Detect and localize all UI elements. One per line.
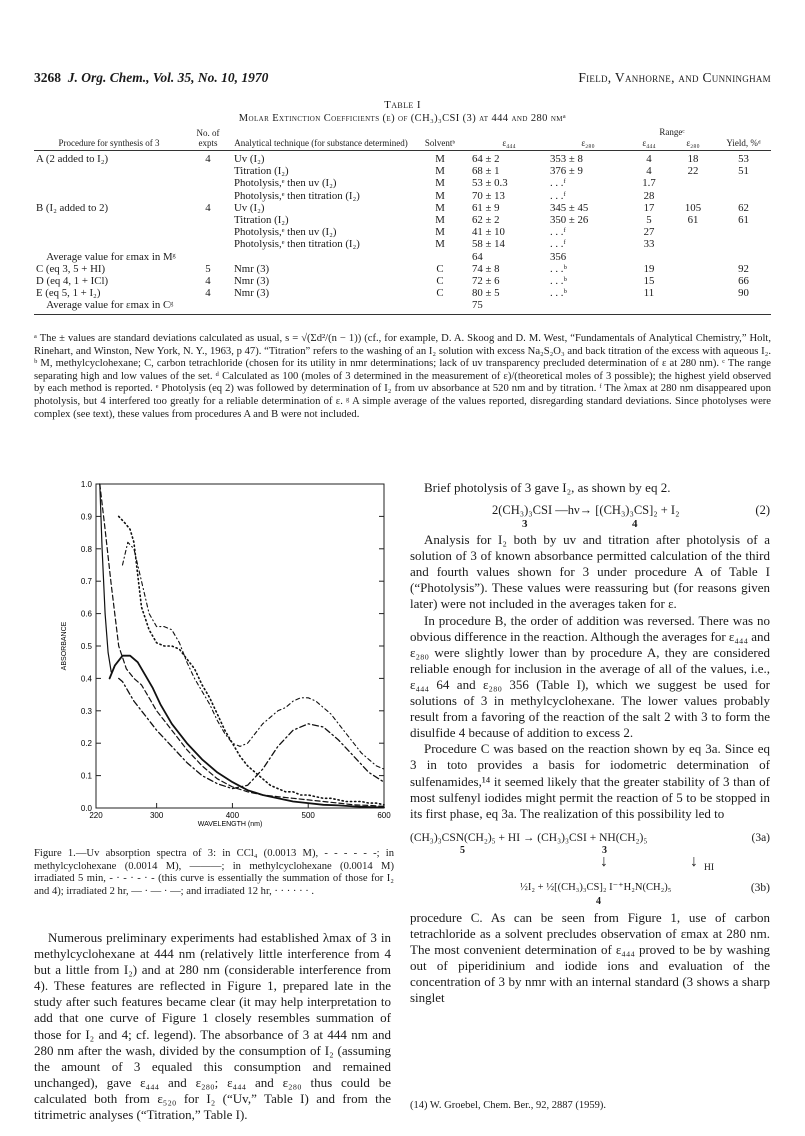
series-line-dashdot bbox=[119, 678, 384, 788]
x-tick-label: 500 bbox=[301, 811, 315, 820]
uv-spectra-chart bbox=[36, 478, 396, 844]
table-row bbox=[34, 251, 771, 263]
y-tick-label: 0.3 bbox=[80, 706, 92, 716]
table-cell-yield: 53 bbox=[738, 153, 749, 165]
table-cell-r444: 11 bbox=[643, 287, 655, 300]
col-e280: ε₂₈₀ bbox=[548, 128, 628, 151]
table-cell-proc: B (I₂ added to 2) bbox=[36, 201, 109, 214]
table-cell-yield: 90 bbox=[738, 287, 749, 300]
table-cell-r444: 4 bbox=[646, 165, 652, 178]
table-row bbox=[34, 287, 771, 299]
table-cell-yield: 66 bbox=[738, 275, 749, 288]
table-cell-yield bbox=[716, 238, 771, 250]
table-cell-r280 bbox=[670, 263, 716, 275]
table-cell-r444: 33 bbox=[643, 238, 655, 251]
table-cell-n: 4 bbox=[205, 287, 211, 300]
y-tick-label: 0.2 bbox=[80, 739, 92, 749]
table-cell-r444: 19 bbox=[643, 262, 655, 275]
table-cell-e280: . . .ᵇ bbox=[550, 287, 567, 300]
table-cell-e444: 41 ± 10 bbox=[472, 226, 505, 239]
y-tick-label: 0.8 bbox=[80, 544, 92, 554]
col-range: Rangeᶜ bbox=[659, 127, 685, 137]
table-cell-yield bbox=[716, 226, 771, 238]
y-tick-label: 0.6 bbox=[80, 609, 92, 619]
table-cell-proc bbox=[34, 238, 184, 250]
series-line-solid-left bbox=[100, 484, 111, 672]
table-cell-proc: Average value for εmax in Cᵍ bbox=[34, 299, 184, 314]
table-cell-proc bbox=[34, 226, 184, 238]
para-procedure-c: Procedure C was based on the reaction shown by eq 3a. Since eq 3 in toto provides a basis for iodometric determination of sulfenamides,¹⁴ it seemed likely that the greater stability of 3 than of most sulfenyl iodides might permit the reaction of 5 to be stopped in its first phase, eq 3a. The realization of this possibility led to bbox=[410, 741, 770, 821]
table-cell-solv: M bbox=[435, 238, 445, 251]
table-cell-r280: 61 bbox=[687, 214, 699, 227]
table-cell-yield: 51 bbox=[738, 165, 749, 178]
table-cell-proc bbox=[34, 190, 184, 202]
table-cell-r280 bbox=[670, 190, 716, 202]
table-cell-r280 bbox=[670, 251, 716, 263]
table-row bbox=[34, 177, 771, 189]
table-row bbox=[34, 275, 771, 287]
table-cell-n bbox=[184, 299, 232, 314]
table-cell-proc: E (eq 5, 1 + I₂) bbox=[36, 287, 101, 300]
table-cell-e280: . . .ᶠ bbox=[550, 177, 566, 190]
table-cell-n bbox=[184, 214, 232, 226]
table-row bbox=[34, 165, 771, 177]
table-cell-tech: Photolysis,ᵉ then uv (I₂) bbox=[234, 177, 337, 190]
x-tick-label: 300 bbox=[149, 811, 164, 820]
table-cell-e444: 64 bbox=[472, 250, 483, 263]
table-cell-proc bbox=[34, 165, 184, 177]
table-cell-tech: Titration (I₂) bbox=[234, 165, 289, 178]
table-cell-e444: 58 ± 14 bbox=[472, 238, 505, 251]
table-cell-tech: Photolysis,ᵉ then titration (I₂) bbox=[234, 238, 360, 251]
table-cell-proc bbox=[34, 214, 184, 226]
table-cell-n bbox=[184, 226, 232, 238]
x-axis-label: WAVELENGTH (nm) bbox=[197, 821, 263, 828]
table-cell-proc: Average value for εmax in Mᵍ bbox=[36, 250, 176, 263]
table-cell-n bbox=[184, 251, 232, 263]
table-cell-e444: 68 ± 1 bbox=[472, 165, 500, 178]
table-cell-proc: A (2 added to I₂) bbox=[36, 153, 109, 165]
table-cell-e280: . . .ᶠ bbox=[550, 189, 566, 202]
running-header bbox=[34, 70, 771, 90]
y-tick-label: 0.4 bbox=[80, 674, 92, 684]
table-cell-e444: 64 ± 2 bbox=[472, 153, 500, 165]
table-cell-r280 bbox=[670, 299, 716, 314]
table-cell-r280 bbox=[670, 177, 716, 189]
col-range444: Rangeᶜ ε₄₄₄ bbox=[628, 128, 670, 151]
para-analysis: Analysis for I₂ both by uv and titration after photolysis of a solution of 3 of known absorbance permitted calculation of the third and fourth values shown for 3 under procedure A of Table I (“Photolysis”). These values were reassuring but (for reasons given later) were not included in the averages taken for ε. bbox=[410, 532, 770, 612]
table-cell-r444: 4 bbox=[646, 153, 652, 165]
journal-citation: 3268 J. Org. Chem., Vol. 35, No. 10, 1970 bbox=[34, 70, 269, 85]
table-cell-r280 bbox=[670, 275, 716, 287]
para-procedure-b: In procedure B, the order of addition was reversed. There was no obvious difference in the reaction. Although the averages for ε₄₄₄ and ε₂₈₀ were slightly lower than by procedure A, they are considered reliable enough for inclusion in the average of all of the values, i.e., ε₄₄₄ 64 and ε₂₈₀ 356 (Table I), which we suggest be used for solutions of 3 in methylcyclohexane. The lower values probably result from a favoring of the reaction of the salt 2 with 3 to form the disulfide 4 because of addition to excess 2. bbox=[410, 612, 770, 741]
table-cell-r444: 28 bbox=[643, 189, 655, 202]
table-cell-tech: Nmr (3) bbox=[234, 275, 270, 288]
y-tick-label: 0.5 bbox=[80, 642, 92, 651]
table-cell-proc bbox=[34, 177, 184, 189]
table-cell-r280: 105 bbox=[684, 201, 702, 214]
table-cell-e280: . . .ᵇ bbox=[550, 262, 567, 275]
col-expts: No. of expts bbox=[184, 128, 232, 151]
table-cell-solv: M bbox=[435, 165, 445, 178]
table-cell-e444: 61 ± 9 bbox=[472, 201, 500, 214]
table-row bbox=[34, 214, 771, 226]
col-e444: ε₄₄₄ bbox=[470, 128, 548, 151]
table-cell-solv: C bbox=[436, 275, 444, 288]
table-cell-proc: C (eq 3, 5 + HI) bbox=[36, 262, 106, 275]
table-cell-r444: 15 bbox=[643, 275, 655, 288]
left-column bbox=[34, 930, 391, 1123]
col-solvent: Solventᵇ bbox=[410, 128, 470, 151]
y-tick-label: 0.0 bbox=[80, 804, 92, 813]
table-footnotes bbox=[34, 333, 771, 421]
table-cell-solv: M bbox=[435, 201, 445, 214]
table-cell-r444 bbox=[628, 251, 670, 263]
col-yield: Yield, %ᵈ bbox=[716, 128, 771, 151]
table-cell-n: 4 bbox=[205, 153, 211, 165]
y-tick-label: 0.1 bbox=[80, 771, 92, 781]
x-tick-label: 400 bbox=[225, 811, 240, 820]
table-row bbox=[34, 151, 771, 166]
table-cell-yield: 61 bbox=[738, 214, 749, 227]
figure-1 bbox=[36, 478, 396, 844]
table-cell-tech: Nmr (3) bbox=[234, 262, 270, 275]
table-cell-e280: . . .ᶠ bbox=[550, 238, 566, 251]
table-cell-r444 bbox=[628, 299, 670, 314]
footnote-text: ᵃ The ± values are standard deviations calculated as usual, s = √(Σd²/(n − 1)) (cf., for example, D. A. Skoog and D. M. West, “Fundamentals of Analytical Chemistry,” Holt, Rinehart, and Winston, New York, N. Y., 1963, p 47). “Titration” refers to the washing of an I₂ solution with excess Na₂S₂O₃ and back titration of the excess with aqueous I₂. ᵇ M, methylcyclohexane; C, carbon tetrachloride (chosen for its utility in nmr determinations; lack of uv transparency precluded determination of ε at 280 nm). ᶜ The range separating high and low values of the set. ᵈ Calculated as 100 (moles of 3 determined in the measurement of ε)/(theoretical moles of 3 possible); the highest yield observed by each method is reported. ᵉ Photolysis (eq 2) was followed by determination of I₂ from uv absorbance at 520 nm and by titration. ᶠ The λmax at 280 nm disappeared upon photolysis, but 4 interfered too greatly for a reliable determination of ε. ᵍ A simple average of the values reported, disregarding standard deviations. Since photolyses were complex (see text), these values from procedures A and B were not included. bbox=[34, 333, 771, 420]
table-cell-n bbox=[184, 238, 232, 250]
table-cell-yield bbox=[716, 177, 771, 189]
table-cell-solv bbox=[410, 251, 470, 263]
table-cell-tech: Titration (I₂) bbox=[234, 214, 289, 227]
table-cell-r444: 27 bbox=[643, 226, 655, 239]
table-cell-n: 5 bbox=[205, 262, 211, 275]
table-cell-tech: Photolysis,ᵉ then titration (I₂) bbox=[234, 189, 360, 202]
table-row bbox=[34, 238, 771, 250]
table-cell-e280: . . .ᵇ bbox=[550, 275, 567, 288]
y-tick-label: 0.7 bbox=[80, 577, 92, 587]
table-cell-e280: 345 ± 45 bbox=[550, 201, 589, 214]
table-cell-proc: D (eq 4, 1 + ICl) bbox=[36, 275, 109, 288]
table-cell-e444: 80 ± 5 bbox=[472, 287, 500, 300]
table-cell-e444: 72 ± 6 bbox=[472, 275, 500, 288]
table-cell-yield: 92 bbox=[738, 262, 749, 275]
table-row bbox=[34, 190, 771, 202]
y-tick-label: 1.0 bbox=[80, 480, 92, 489]
x-tick-label: 220 bbox=[89, 811, 103, 820]
table-cell-e444: 74 ± 8 bbox=[472, 262, 500, 275]
table-cell-n bbox=[184, 165, 232, 177]
y-tick-label: 0.9 bbox=[80, 512, 92, 522]
para-procedure-c-cont: procedure C. As can be seen from Figure 1, use of carbon tetrachloride as a solvent precludes observation of εmax at 280 nm. The most convenient determination of ε₄₄₄ proved to be by washing out of piperidinium and iodide ions and evaluation of the concentration of 3 by nmr with an internal standard (3 shows a sharp singlet bbox=[410, 909, 770, 1006]
equation-2: 2(CH₃)₃CSI —hν→ [(CH₃)₃CS]₂ + I₂ (2) 3 4 bbox=[492, 503, 770, 531]
table-cell-e280: . . .ᶠ bbox=[550, 226, 566, 239]
table-caption: Molar Extinction Coefficients (ε) of (CH₃)₃CSI (3) at 444 and 280 nmᵃ bbox=[238, 113, 567, 124]
col-procedure: Procedure for synthesis of 3 bbox=[34, 128, 184, 151]
table-cell-solv bbox=[410, 299, 470, 314]
table-cell-e444: 53 ± 0.3 bbox=[472, 177, 508, 190]
table-cell-tech: Uv (I₂) bbox=[234, 153, 265, 165]
left-paragraph: Numerous preliminary experiments had established λmax of 3 in methylcyclohexane at 444 nm (relatively little interference from 4 but a little from I₂) and at 280 nm (considerable interference from 4). These features are reflected in Figure 1, prepared late in the study after such features became clear (it may help interpretation to add that one curve of Figure 1 closely resembles summation of those for I₂ and 4; cf. legend). The absorbance of 3 at 444 nm and 280 nm after the wash, divided by the consumption of I₂ (assuming the amount of 3 equaled this consumption and remained unchanged), gave ε₄₄₄ and ε₂₈₀; ε₄₄₄ and ε₂₈₀ thus could be calculated both from ε₅₂₀ for I₂ (“Uv,” Table I) and from the titrimetric analyses (“Titration,” Table I). bbox=[34, 930, 391, 1123]
table-cell-solv: C bbox=[436, 262, 444, 275]
table-cell-e280: 350 ± 26 bbox=[550, 214, 589, 227]
table-cell-e280: 353 ± 8 bbox=[550, 153, 583, 165]
table-cell-yield bbox=[716, 251, 771, 263]
table-cell-yield: 62 bbox=[738, 201, 749, 214]
table-cell-r280: 22 bbox=[687, 165, 699, 178]
table-cell-e280: 376 ± 9 bbox=[550, 165, 583, 178]
col-range280: ε₂₈₀ bbox=[670, 128, 716, 151]
table-cell-e280: 356 bbox=[550, 250, 567, 263]
table-cell-solv: M bbox=[435, 226, 445, 239]
plot-frame bbox=[96, 484, 384, 808]
table-row bbox=[34, 263, 771, 275]
table-cell-tech: Nmr (3) bbox=[234, 287, 270, 300]
table-cell-n bbox=[184, 190, 232, 202]
table-row bbox=[34, 226, 771, 238]
table-cell-e280 bbox=[548, 299, 628, 314]
col-technique: Analytical technique (for substance determined) bbox=[232, 128, 410, 151]
table-cell-e444: 75 bbox=[470, 299, 548, 314]
table-cell-r280 bbox=[670, 238, 716, 250]
table-cell-solv: M bbox=[435, 177, 445, 190]
table-cell-tech bbox=[232, 299, 410, 314]
table-cell-solv: M bbox=[435, 214, 445, 227]
x-tick-label: 600 bbox=[377, 811, 391, 820]
table-cell-n bbox=[184, 177, 232, 189]
table-label: Table I bbox=[384, 99, 421, 111]
table-row bbox=[34, 202, 771, 214]
table-cell-yield bbox=[716, 190, 771, 202]
table-cell-r444: 5 bbox=[646, 214, 652, 227]
equation-3: (CH₃)₃CSN(CH₂)₅ + HI → (CH₃)₃CSI + NH(CH₂)₅ (3a) 5 3 ↓ ↓ HI ½I₂ + ½[(CH₃)₃CS]₂ I⁻⁺H₂N(CH₂)₅ (3b) 4 bbox=[410, 831, 770, 907]
table-cell-r280: 18 bbox=[687, 153, 699, 165]
table-row bbox=[34, 299, 771, 314]
table-cell-e444: 62 ± 2 bbox=[472, 214, 500, 227]
extinction-table bbox=[34, 128, 771, 315]
reference-14: (14) W. Groebel, Chem. Ber., 92, 2887 (1959). bbox=[410, 1100, 606, 1111]
figure-caption: Figure 1.—Uv absorption spectra of 3: in CCl₄ (0.0013 M), - - - - - -; in methylcyclohexane (0.0014 M), ———; in methylcyclohexane (0.0014 M) irradiated 5 min, - · - · - · - (this curve is essentially the summation of those for I₂ and 4); irradiated 2 hr, — · — · —; and irradiated 12 hr, · · · · · · . bbox=[34, 848, 394, 897]
table-cell-tech: Photolysis,ᵉ then uv (I₂) bbox=[234, 226, 337, 239]
authors: Field, Vanhorne, and Cunningham bbox=[578, 70, 771, 85]
table-cell-r280 bbox=[670, 226, 716, 238]
table-cell-solv: C bbox=[436, 287, 444, 300]
series-line-solid bbox=[110, 656, 384, 808]
table-cell-tech: Uv (I₂) bbox=[234, 201, 265, 214]
y-axis-label: ABSORBANCE bbox=[61, 621, 68, 671]
table-cell-yield bbox=[716, 299, 771, 314]
table-cell-n: 4 bbox=[205, 201, 211, 214]
table-cell-n: 4 bbox=[205, 275, 211, 288]
table-cell-tech bbox=[232, 251, 410, 263]
table-cell-solv: M bbox=[435, 153, 445, 165]
table-cell-r444: 1.7 bbox=[642, 177, 656, 190]
table-cell-e444: 70 ± 13 bbox=[472, 189, 505, 202]
table-cell-r280 bbox=[670, 287, 716, 299]
para-brief: Brief photolysis of 3 gave I₂, as shown by eq 2. bbox=[424, 480, 671, 495]
table-cell-solv: M bbox=[435, 189, 445, 202]
right-column bbox=[410, 480, 770, 1006]
series-line-dotted bbox=[119, 516, 384, 804]
table-cell-r444: 17 bbox=[643, 201, 655, 214]
